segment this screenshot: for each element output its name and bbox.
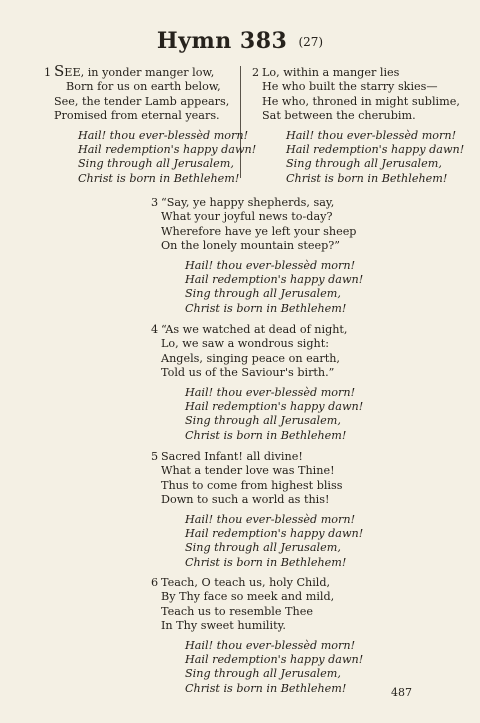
stanza-line: Teach, O teach us, holy Child, [161,576,331,589]
stanza-5 [151,450,364,570]
stanza-number: 2 [252,66,260,79]
refrain-line: Sing through all Jerusalem, [286,157,442,171]
stanza-3 [151,196,364,316]
refrain-line: Sing through all Jerusalem, [185,541,341,555]
refrain [161,513,363,571]
stanza-line: On the lonely mountain steep?” [161,239,341,253]
stanza-line: See, the tender Lamb appears, [54,94,230,108]
hymn-number-ref: (27) [298,35,324,49]
refrain [161,259,363,317]
stanza-number: 3 [151,196,159,209]
refrain-line: Sing through all Jerusalem, [185,287,341,301]
stanza-number: 6 [151,576,159,589]
stanza-line: Teach us to resemble Thee [161,604,313,618]
stanza-line: Sacred Infant! all divine! [161,450,303,463]
refrain-line: Sing through all Jerusalem, [78,157,234,171]
refrain-line: Christ is born in Bethlehem! [185,428,347,442]
page-number: 487 [391,686,412,699]
stanza-line: Born for us on earth below, [66,80,221,94]
stanza-2 [252,66,465,186]
refrain-line: Christ is born in Bethlehem! [185,555,347,569]
hymn-header [0,28,480,54]
stanza-4 [151,323,364,443]
refrain-line: Hail redemption's happy dawn! [78,143,257,157]
refrain-line: Hail! thou ever-blessèd morn! [185,512,356,526]
refrain [262,129,464,187]
refrain [161,639,363,697]
stanza-6 [151,576,364,696]
refrain-line: Hail redemption's happy dawn! [185,527,364,541]
stanza-number: 1 [44,66,52,79]
stanza-line: Told us of the Saviour's birth.” [161,366,335,380]
stanza-line: What your joyful news to-day? [161,210,333,224]
stanza-line: Thus to come from highest bliss [161,478,343,492]
stanza-line [54,62,256,80]
stanza-line: Wherefore have ye left your sheep [161,224,357,238]
refrain-line: Hail redemption's happy dawn! [185,400,364,414]
refrain-line: Hail redemption's happy dawn! [185,273,364,287]
stanza-number: 4 [151,323,159,336]
stanza-line: Angels, singing peace on earth, [161,351,340,365]
stanza-line: “Say, ye happy shepherds, say, [161,196,335,209]
stanza-1 [44,62,257,186]
refrain [54,129,256,187]
stanza-line: Sat between the cherubim. [262,109,416,123]
stanza-line-text: EE, in yonder manger low, [64,66,215,79]
refrain-line: Sing through all Jerusalem, [185,414,341,428]
stanza-line: “As we watched at dead of night, [161,323,348,336]
refrain [161,386,363,444]
stanza-line: Lo, we saw a wondrous sight: [161,337,330,351]
refrain-line: Hail redemption's happy dawn! [185,653,364,667]
refrain-line: Hail! thou ever-blessèd morn! [185,258,356,272]
refrain-line: Hail redemption's happy dawn! [286,143,465,157]
drop-cap: S [54,62,65,80]
refrain-line: Hail! thou ever-blessèd morn! [78,128,249,142]
stanza-line: Down to such a world as this! [161,493,330,507]
stanza-line: He who, throned in might sublime, [262,94,460,108]
refrain-line: Hail! thou ever-blessèd morn! [286,128,457,142]
stanza-line: He who built the starry skies— [262,80,438,94]
refrain-line: Hail! thou ever-blessèd morn! [185,638,356,652]
stanza-line: In Thy sweet humility. [161,619,286,633]
stanza-line: What a tender love was Thine! [161,464,335,478]
stanza-number: 5 [151,450,159,463]
refrain-line: Christ is born in Bethlehem! [286,171,448,185]
refrain-line: Sing through all Jerusalem, [185,667,341,681]
stanza-line: By Thy face so meek and mild, [161,590,335,604]
hymn-title: Hymn 383 [156,28,288,54]
refrain-line: Hail! thou ever-blessèd morn! [185,385,356,399]
refrain-line: Christ is born in Bethlehem! [185,681,347,695]
refrain-line: Christ is born in Bethlehem! [185,301,347,315]
stanza-line: Promised from eternal years. [54,109,220,123]
refrain-line: Christ is born in Bethlehem! [78,171,240,185]
stanza-line: Lo, within a manger lies [262,66,400,79]
